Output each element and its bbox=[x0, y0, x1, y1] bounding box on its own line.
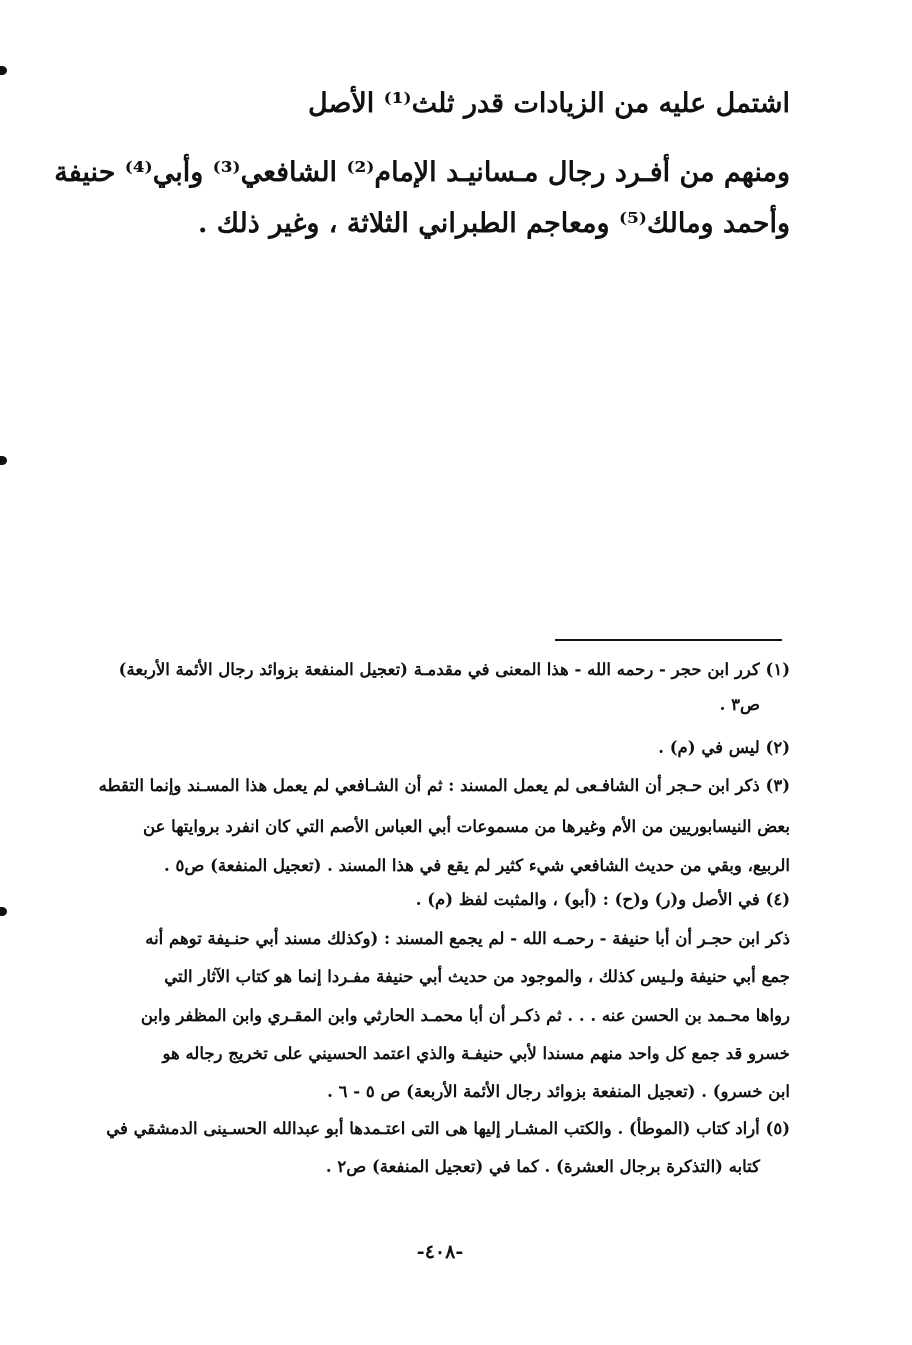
footnote-line: ص٣ . bbox=[719, 695, 760, 714]
footnote-line: جمع أبي حنيفة ولـيس كذلك ، والموجود من حديث أبي حنيفة مفـردا إنما هو كتاب الآثار التي bbox=[164, 967, 790, 986]
page-number: -٤٠٨- bbox=[416, 1241, 464, 1263]
footnote-line: (٥) أراد كتاب (الموطأ) . والكتب المشـار إليها هى التى اعتـمدها أبو عبدالله الحسـينى الدمشقي في bbox=[106, 1119, 790, 1138]
footnote-separator bbox=[555, 639, 782, 641]
footnote-line: رواها محـمد بن الحسن عنه . . . ثم ذكـر أن أبا محمـد الحارثي وابن المقـري وابن المظفر وابن bbox=[140, 1006, 790, 1025]
footnote-line: (٣) ذكر ابن حـجر أن الشافـعى لم يعمل المسند : ثم أن الشـافعي لم يعمل هذا المسـند وإنما التقطه bbox=[98, 776, 790, 795]
footnote-line: ذكر ابن حجـر أن أبا حنيفة - رحمـه الله - لم يجمع المسند : (وكذلك مسند أبي حنـيفة توهم أنه bbox=[145, 929, 790, 948]
footnote-line: بعض النيسابوريين من الأم وغيرها من مسموعات أبي العباس الأصم التي كان انفرد بروايتها عن bbox=[143, 817, 790, 836]
main-text-line: اشتمل عليه من الزيادات قدر ثلث⁽¹⁾ الأصل bbox=[308, 88, 790, 119]
margin-mark bbox=[0, 456, 7, 465]
footnote-line: الربيع، وبقي من حديث الشافعي شيء كثير لم يقع في هذا المسند . (تعجيل المنفعة) ص٥ . bbox=[164, 856, 790, 875]
footnote-line: ابن خسرو) . (تعجيل المنفعة بزوائد رجال الأئمة الأربعة) ص ٥ - ٦ . bbox=[327, 1082, 790, 1101]
footnote-line: (٤) في الأصل و(ر) و(ح) : (أبو) ، والمثبت لفظ (م) . bbox=[415, 890, 790, 909]
footnote-line: كتابه (التذكرة برجال العشرة) . كما في (تعجيل المنفعة) ص٢ . bbox=[325, 1157, 760, 1176]
footnote-line: (٢) ليس في (م) . bbox=[658, 738, 790, 757]
margin-mark bbox=[0, 66, 7, 75]
footnote-line: خسرو قد جمع كل واحد منهم مسندا لأبي حنيفـة والذي اعتمد الحسيني على تخريج رجاله هو bbox=[162, 1044, 790, 1063]
main-text-line: وأحمد ومالك⁽⁵⁾ ومعاجم الطبراني الثلاثة ، وغير ذلك . bbox=[198, 208, 790, 239]
footnote-line: (١) كرر ابن حجر - رحمه الله - هذا المعنى في مقدمـة (تعجيل المنفعة بزوائد رجال الأئمة الأربعة) bbox=[118, 660, 790, 679]
main-text-line: ومنهم من أفـرد رجال مـسانيـد الإمام⁽²⁾ الشافعي⁽³⁾ وأبي⁽⁴⁾ حنيفة bbox=[54, 157, 790, 188]
margin-mark bbox=[0, 907, 7, 916]
